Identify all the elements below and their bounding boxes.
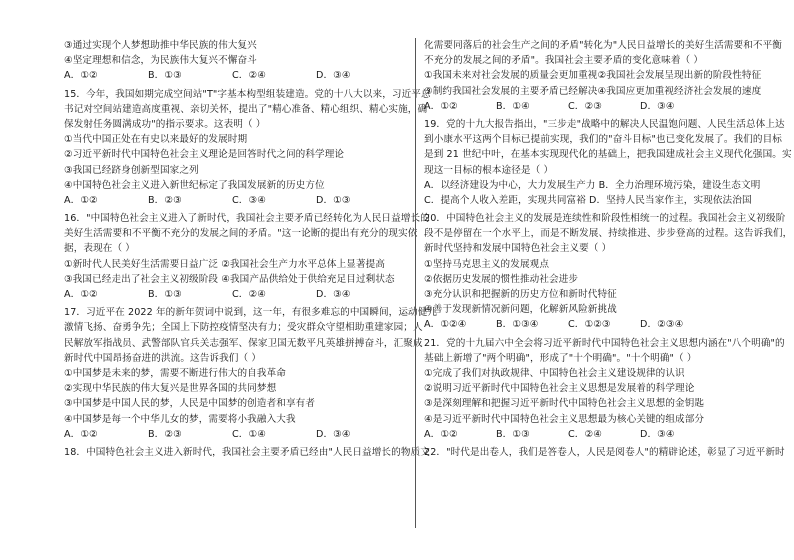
question-15-line: 保发射任务圆满成功"的指示要求。这表明（ ） <box>64 118 266 130</box>
question-18-line: 化需要同落后的社会生产之间的矛盾"转化为"人民日益增长的美好生活需要和不平衡 <box>424 40 782 51</box>
choice-a: A．①② <box>424 428 458 440</box>
option-line: ③中国梦是中国人民的梦，人民是中国梦的创造者和享有者 <box>64 398 316 410</box>
option-line: ④中国特色社会主义进入新世纪标定了我国发展新的历史方位 <box>64 179 325 191</box>
choice-d: D．③④ <box>316 289 351 300</box>
option-line: C．提高个人收入差距，实现共同富裕 D．坚持人民当家作主，实现依法治国 <box>424 194 752 206</box>
question-17-line: 新时代中国昂扬奋进的洪流。这告诉我们（ ） <box>64 352 262 364</box>
question-20-line: 段不是停留在一个水平上，而是不断发展、持续推进、步步登高的过程。这告诉我们， <box>424 228 793 240</box>
option-line: ②依据历史发展的惯性推动社会进步 <box>424 273 579 285</box>
choice-b: B．①④ <box>496 100 530 112</box>
option-line: ④善于发现新情况新问题，化解新风险新挑战 <box>424 304 617 316</box>
choice-c: C．②④ <box>232 70 266 82</box>
question-18-line: 不充分的发展之间的矛盾"。我国社会主要矛盾的变化意味着（ ） <box>424 55 704 67</box>
option-line: ③充分认识和把握新的历史方位和新时代特征 <box>424 289 617 300</box>
answer-choices <box>424 427 724 442</box>
choice-a: A．①②④ <box>424 319 467 331</box>
choice-b: B．②③ <box>148 194 182 206</box>
choice-b: B．①③ <box>496 428 530 440</box>
question-21-line: 基础上新增了"两个明确"，形成了"十个明确"。"十个明确"（ ） <box>424 352 697 364</box>
option-line: ③是深刻理解和把握习近平新时代中国特色社会主义思想的金钥匙 <box>424 398 705 410</box>
option-line: ①中国梦是未来的梦，需要不断进行伟大的自我革命 <box>64 367 286 379</box>
option-line: ①新时代人民美好生活需要日益广泛 ②我国社会生产力水平总体上显著提高 <box>64 258 386 270</box>
option-line: A．以经济建设为中心，大力发展生产力 B．全力治理环境污染，建设生态文明 <box>424 179 761 191</box>
right-column <box>424 38 793 460</box>
option-line: ②习近平新时代中国特色社会主义理论是回答时代之问的科学理论 <box>64 149 345 161</box>
choice-c: C．③④ <box>232 194 266 206</box>
option-line: ②实现中华民族的伟大复兴是世界各国的共同梦想 <box>64 383 277 395</box>
option-line: ①坚持马克思主义的发展观点 <box>424 258 550 270</box>
question-17-line: 民解放军指战员、武警部队官兵关志强军、保家卫国无数平凡英雄拼搏奋斗，汇聚成 <box>64 337 423 349</box>
choice-c: C．②④ <box>568 428 602 440</box>
choice-a: A．①② <box>424 100 458 112</box>
option-line: ②说明习近平新时代中国特色社会主义思想是发展着的科学理论 <box>424 383 695 395</box>
left-column <box>64 38 438 460</box>
question-16-line: 美好生活需要和不平衡不充分的发展之间的矛盾。"这一论断的提出有充分的现实依 <box>64 228 418 240</box>
question-15-line: 书记对空间站建造高度重视、亲切关怀，提出了"精心准备、精心组织、精心实施，确 <box>64 103 428 115</box>
choice-d: D．③④ <box>316 70 351 82</box>
choice-d: D．③④ <box>640 100 675 112</box>
choice-b: B．②③ <box>148 428 182 440</box>
answer-choices <box>64 287 404 302</box>
choice-b: B．①③ <box>148 70 182 82</box>
option-line: ①我国未来对社会发展的质量会更加重视②我国社会发展呈现出新的阶段性特征 <box>424 70 762 82</box>
option-line: ③我国已经走出了社会主义初级阶段 ④我国产品供给处于供给充足目过剩状态 <box>64 273 395 285</box>
question-17-line: 激情飞扬、奋勇争先；全国上下防控疫情坚决有力；受灾群众守望相助重建家园；人 <box>64 322 423 334</box>
question-19-line: 现这一目标的根本途径是（ ） <box>424 164 554 176</box>
choice-c: C．①④ <box>232 428 266 440</box>
choice-c: C．①②③ <box>568 319 611 331</box>
choice-d: D．②③④ <box>640 319 684 331</box>
question-20-line: 新时代坚持和发展中国特色社会主义要（ ） <box>424 243 612 255</box>
question-19-line: 到小康水平这两个目标已提前实现，我们的"奋斗目标"也已变化发展了。我们的目标 <box>424 134 782 146</box>
option-line: ④坚定理想和信念，为民族伟大复兴不懈奋斗 <box>64 55 257 67</box>
answer-choices <box>64 427 404 442</box>
option-line: ①当代中国正处在有史以来最好的发展时期 <box>64 134 248 146</box>
question-20-line: 20．中国特色社会主义的发展是连续性和阶段性相统一的过程。我国社会主义初级阶 <box>424 213 786 225</box>
question-19-line: 是到 21 世纪中叶，在基本实现现代化的基础上，把我国建成社会主义现代化强国。实 <box>424 149 792 161</box>
choice-b: B．①③ <box>148 289 182 300</box>
question-22-line: 22．"时代是出卷人，我们是答卷人，人民是阅卷人"的精辟论述，彰显了习近平新时 <box>424 446 785 458</box>
choice-a: A．①② <box>64 289 98 300</box>
choice-a: A．①② <box>64 428 98 440</box>
choice-d: D．③④ <box>316 428 351 440</box>
option-line: ③通过实现个人梦想助推中华民族的伟大复兴 <box>64 40 257 51</box>
answer-choices <box>64 68 404 83</box>
question-17-line: 17．习近平在 2022 年的新年贺词中说到，这一年，有很多难忘的中国瞬间，运动健儿 <box>64 307 438 319</box>
answer-choices <box>424 317 724 332</box>
question-19-line: 19．党的十九大报告指出，"三步走"战略中的解决人民温饱问题、人民生活总体上达 <box>424 118 785 130</box>
choice-a: A．①② <box>64 70 98 82</box>
option-line: ①完成了我们对执政规律、中国特色社会主义建设规律的认识 <box>424 367 685 379</box>
choice-d: D．③④ <box>640 428 675 440</box>
option-line: ③制约我国社会发展的主要矛盾已经解决④我国应更加重视经济社会发展的速度 <box>424 85 762 97</box>
option-line: ④是习近平新时代中国特色社会主义思想最为核心关键的组成部分 <box>424 413 705 425</box>
question-21-line: 21．党的十九届六中全会将习近平新时代中国特色社会主义思想内涵在"八个明确"的 <box>424 337 785 349</box>
answer-choices <box>424 99 724 114</box>
question-16-line: 据，表现在（ ） <box>64 243 136 255</box>
question-15-line: 15．今年，我国如期完成空间站"T"字基本构型组装建造。党的十八大以来，习近平总 <box>64 88 431 100</box>
question-16-line: 16．"中国特色社会主义进入了新时代，我国社会主要矛盾已经转化为人民日益增长的 <box>64 213 430 225</box>
choice-d: D．①③ <box>316 194 351 206</box>
choice-c: C．②③ <box>568 100 602 112</box>
option-line: ③我国已经跻身创新型国家之列 <box>64 164 199 176</box>
choice-a: A．①② <box>64 194 98 206</box>
question-18-line: 18．中国特色社会主义进入新时代，我国社会主要矛盾已经由"人民日益增长的物质文 <box>64 446 430 458</box>
option-line: ④中国梦是每一个中华儿女的梦，需要将小我融入大我 <box>64 413 296 425</box>
choice-c: C．②④ <box>232 289 266 300</box>
answer-choices <box>64 193 404 208</box>
choice-b: B．①③④ <box>496 319 539 331</box>
column-divider <box>415 38 416 528</box>
